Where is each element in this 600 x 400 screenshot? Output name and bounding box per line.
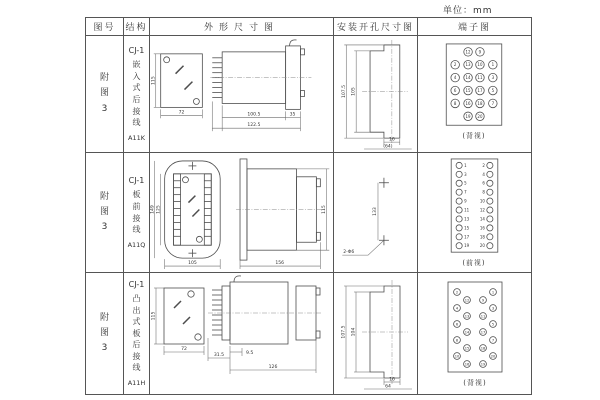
- terminal-number: 10: [479, 198, 485, 204]
- figure-no-label: 附图3: [99, 191, 109, 233]
- dim-label: 9.5: [245, 350, 253, 356]
- terminal-number: 4: [453, 75, 457, 81]
- terminal-number: 1: [464, 162, 467, 168]
- outline-cell-a11q: [150, 153, 334, 273]
- header-terminal: 端子图: [418, 18, 531, 36]
- figure-no-cell: [86, 36, 124, 153]
- terminal-number: 16: [464, 361, 470, 366]
- figure-no-cell: [86, 273, 124, 394]
- header-install: 安装开孔尺寸图: [334, 18, 418, 36]
- header-figure-no: 图号: [86, 18, 124, 36]
- terminal-number: 2: [453, 62, 457, 68]
- structure-cell-a11h: [124, 273, 150, 394]
- terminal-number: 12: [464, 297, 470, 302]
- structure-title: CJ-1: [128, 46, 145, 56]
- dim-label: 100.5: [246, 112, 260, 118]
- figure-no-cell: [86, 153, 124, 273]
- terminal-number: 11: [477, 75, 483, 81]
- terminal-number: 3: [491, 305, 495, 310]
- terminal-number: 12: [465, 49, 471, 55]
- dim-label: 133: [372, 207, 378, 216]
- dim-label: 115: [151, 311, 156, 320]
- terminal-number: 6: [455, 321, 459, 326]
- terminal-number: 5: [464, 180, 467, 186]
- dim-label: 64: [384, 384, 391, 389]
- terminal-number: 3: [464, 171, 467, 177]
- terminal-number: 3: [491, 75, 495, 81]
- front-view: [150, 288, 204, 355]
- side-view: [236, 159, 329, 269]
- terminal-number: 15: [465, 88, 471, 94]
- terminal-number: 7: [464, 189, 467, 195]
- terminal-number: 18: [479, 234, 485, 240]
- terminal-number: 19: [480, 361, 486, 366]
- install-drawing-a11q: [334, 153, 418, 272]
- terminal-number: 8: [453, 100, 457, 106]
- dim-label: 126: [268, 364, 277, 370]
- terminal-number: 13: [464, 313, 470, 318]
- terminal-grid: [454, 288, 497, 367]
- terminal-drawing-a11h: [418, 274, 531, 394]
- terminal-number: 18: [477, 100, 483, 106]
- terminal-number: 13: [464, 216, 470, 222]
- terminal-number: 15: [464, 225, 470, 231]
- front-view: [150, 54, 202, 118]
- terminal-number: 1: [491, 289, 495, 294]
- dim-label: 105: [351, 87, 357, 96]
- dim-label: 122.5: [246, 123, 260, 129]
- outline-drawing-a11h: [150, 274, 334, 394]
- view-label: (背视): [463, 378, 487, 387]
- terminal-drawing-a11k: [418, 36, 531, 152]
- terminal-number: 9: [464, 198, 467, 204]
- dim-label: 35: [289, 112, 295, 118]
- terminal-number: 16: [465, 100, 471, 106]
- unit-label: 单位：mm: [443, 6, 493, 16]
- terminal-number: 10: [454, 353, 460, 358]
- terminal-number: 16: [479, 225, 485, 231]
- install-cell-a11q: [334, 153, 418, 273]
- structure-model: A11K: [128, 133, 145, 142]
- dim-label: 125: [155, 205, 161, 214]
- front-view: [150, 161, 220, 269]
- figure-no-label: 附图3: [99, 73, 109, 114]
- terminal-number: 5: [491, 321, 495, 326]
- terminal-number: 19: [464, 243, 470, 249]
- terminal-number: 13: [465, 62, 471, 68]
- terminal-number: 18: [480, 345, 486, 350]
- terminal-number: 19: [465, 113, 471, 119]
- dim-label: 16: [388, 137, 395, 143]
- dim-label: 2-Φ6: [342, 250, 354, 256]
- terminal-number: 6: [482, 180, 485, 186]
- terminal-grid: [456, 162, 493, 248]
- dim-label: 16: [388, 377, 395, 382]
- terminal-number: 20: [479, 243, 485, 249]
- terminal-number: 2: [482, 162, 485, 168]
- terminal-drawing-a11q: [418, 153, 531, 272]
- header-outline: 外形尺寸图: [150, 18, 334, 36]
- terminal-number: 7: [491, 100, 495, 106]
- terminal-number: 20: [477, 113, 483, 119]
- terminal-number: 8: [482, 189, 485, 195]
- outline-drawing-a11q: [150, 153, 334, 272]
- dim-label: 115: [150, 76, 156, 85]
- dim-label: 104: [351, 327, 356, 336]
- terminal-number: 20: [490, 353, 496, 358]
- structure-title: CJ-1: [128, 279, 145, 289]
- dim-label: 149: [150, 205, 156, 214]
- terminal-number: 9: [478, 49, 482, 55]
- install-cell-a11h: [334, 273, 418, 394]
- terminal-number: 14: [464, 329, 470, 334]
- structure-name: 嵌入式后接线: [132, 60, 141, 128]
- terminal-number: 4: [482, 171, 485, 177]
- terminal-number: 15: [464, 345, 470, 350]
- terminal-number: 10: [477, 62, 483, 68]
- install-drawing-a11h: [334, 274, 418, 394]
- header-structure: 结构: [124, 18, 150, 36]
- structure-cell-a11k: [124, 36, 150, 153]
- terminal-cell-a11h: [418, 273, 531, 394]
- structure-name: 板前接线: [132, 190, 141, 235]
- dim-label: 115: [321, 205, 327, 214]
- terminal-number: 17: [464, 234, 470, 240]
- view-label: (前视): [462, 259, 486, 268]
- terminal-number: 11: [464, 207, 470, 213]
- terminal-cell-a11q: [418, 153, 531, 273]
- dim-label: 105: [187, 261, 197, 267]
- terminal-number: 9: [481, 297, 485, 302]
- terminal-number: 14: [479, 216, 485, 222]
- terminal-number: 11: [480, 313, 486, 318]
- figure-no-label: 附图3: [99, 312, 109, 354]
- terminal-number: 17: [480, 329, 486, 334]
- side-view: [210, 40, 311, 131]
- outline-cell-a11k: [150, 36, 334, 153]
- terminal-number: 12: [479, 207, 485, 213]
- terminal-number: 2: [455, 289, 459, 294]
- terminal-number: 8: [455, 337, 459, 342]
- view-label: (背视): [462, 132, 486, 141]
- dim-label: 31.5: [213, 352, 224, 358]
- terminal-number: 7: [491, 337, 495, 342]
- side-view: [208, 275, 322, 373]
- terminal-grid: [451, 48, 497, 121]
- structure-model: A11H: [127, 379, 146, 388]
- terminal-number: 17: [477, 88, 483, 94]
- structure-model: A11Q: [127, 240, 146, 249]
- terminal-number: 5: [491, 88, 495, 94]
- terminal-number: 1: [491, 62, 495, 68]
- dim-label: (64): [382, 144, 393, 150]
- structure-title: CJ-1: [128, 176, 145, 186]
- install-cell-a11k: [334, 36, 418, 153]
- dimension-table: [85, 17, 532, 395]
- structure-name: 凸出式板后接线: [132, 293, 141, 373]
- terminal-number: 4: [455, 305, 459, 310]
- outline-cell-a11h: [150, 273, 334, 394]
- terminal-number: 6: [453, 88, 457, 94]
- dim-label: 72: [180, 346, 187, 352]
- install-drawing-a11k: [334, 36, 418, 152]
- structure-cell-a11q: [124, 153, 150, 273]
- dim-label: 107.5: [341, 324, 346, 339]
- outline-drawing-a11k: [150, 36, 334, 152]
- dim-label: 107.5: [341, 85, 347, 99]
- dim-label: 72: [178, 110, 184, 116]
- terminal-cell-a11k: [418, 36, 531, 153]
- dim-label: 156: [274, 261, 284, 267]
- terminal-number: 14: [465, 75, 471, 81]
